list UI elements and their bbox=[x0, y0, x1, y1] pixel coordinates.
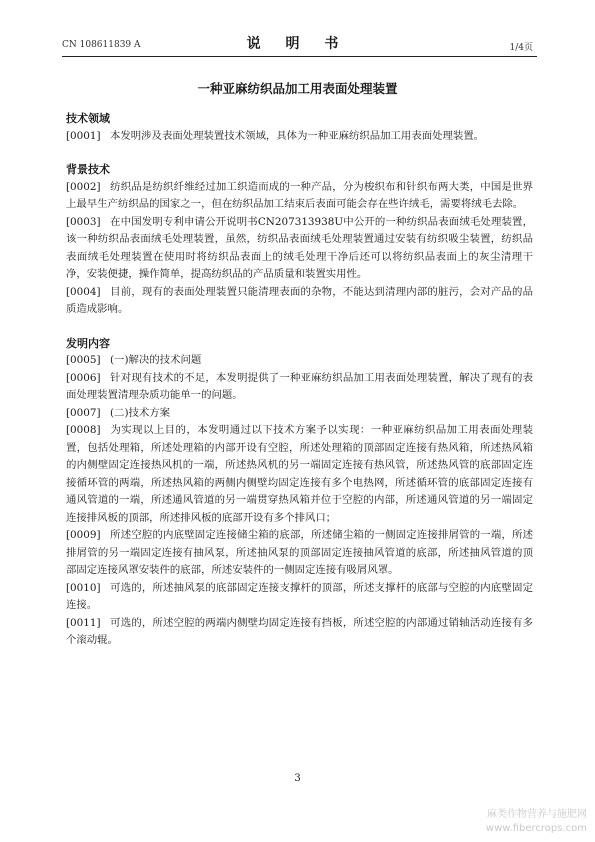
document-type-heading: 说 明 书 bbox=[246, 36, 349, 52]
paragraph bbox=[66, 284, 533, 319]
paragraph-text: 所述空腔的内底壁固定连接储尘箱的底部，所述储尘箱的一侧固定连接排屑管的一端，所述排屑管的另一端固定连接有抽风泵，所述抽风泵的顶部固定连接抽风管道的底部，所述抽风管道的顶部固定连接风罩安装件的底部，所述安装件的一侧固定连接有吸屑风罩。 bbox=[66, 529, 533, 576]
paragraph-text: 目前，现有的表面处理装置只能清理表面的杂物，不能达到清理内部的脏污，会对产品的品质造成影响。 bbox=[66, 285, 533, 315]
site-watermark bbox=[486, 808, 587, 836]
watermark-line-2: www.fibercrops.com bbox=[485, 823, 587, 834]
document-title: 一种亚麻纺织品加工用表面处理装置 bbox=[197, 81, 398, 96]
page-number: 3 bbox=[294, 773, 301, 784]
paragraph-number: [0008] bbox=[66, 424, 101, 436]
paragraph bbox=[66, 580, 533, 615]
paragraph-number: [0010] bbox=[66, 581, 101, 594]
paragraph bbox=[66, 179, 533, 214]
document-body bbox=[66, 110, 533, 650]
paragraph bbox=[66, 128, 533, 146]
section-heading: 发明内容 bbox=[66, 336, 110, 350]
header-divider bbox=[62, 56, 537, 57]
paragraph-number: [0009] bbox=[66, 529, 101, 541]
paragraph-number: [0003] bbox=[66, 215, 101, 228]
paragraph-text: 可选的，所述抽风泵的底部固定连接支撑杆的顶部，所述支撑杆的底部与空腔的内底壁固定连接。 bbox=[66, 581, 533, 611]
paragraph-number: [0002] bbox=[66, 180, 101, 193]
section-heading: 技术领域 bbox=[66, 112, 110, 125]
paragraph-text: (一)解决的技术问题 bbox=[110, 354, 202, 366]
document-number: CN 108611839 A bbox=[62, 40, 141, 50]
paragraph bbox=[66, 405, 533, 423]
paragraph-number: [0006] bbox=[66, 371, 101, 384]
paragraph bbox=[66, 352, 533, 370]
paragraph bbox=[66, 527, 533, 580]
paragraph bbox=[66, 370, 533, 405]
paragraph-text: 在中国发明专利申请公开说明书CN207313938U中公开的一种纺织品表面绒毛处理装置，该一种纺织品表面绒毛处理装置，虽然，纺织品表面绒毛处理装置通过安装有纺织吸尘装置，纺织品表面绒毛处理装置在使用时将纺织品表面上的绒毛处理干净后还可以将纺织品表面上的灰尘清理干净，安装便捷，操作简单，提高纺织品的产品质量和装置实用性。 bbox=[66, 215, 533, 280]
watermark-line-1: 麻类作物营养与施肥网 bbox=[487, 809, 587, 820]
paragraph-number: [0004] bbox=[66, 285, 101, 298]
paragraph bbox=[66, 214, 533, 284]
paragraph bbox=[66, 422, 533, 527]
paragraph-number: [0007] bbox=[66, 406, 101, 419]
paragraph-number: [0001] bbox=[66, 129, 101, 142]
paragraph-text: (二)技术方案 bbox=[110, 406, 171, 419]
page-of-count: 1/4页 bbox=[509, 43, 533, 53]
paragraph bbox=[66, 615, 533, 650]
paragraph-number: [0011] bbox=[66, 616, 101, 629]
paragraph-text: 针对现有技术的不足，本发明提供了一种亚麻纺织品加工用表面处理装置，解决了现有的表面处理装置清理杂质功能单一的问题。 bbox=[66, 371, 533, 401]
section-heading: 背景技术 bbox=[66, 163, 110, 176]
paragraph-text: 可选的，所述空腔的两端内侧壁均固定连接有挡板，所述空腔的内部通过销轴活动连接有多个滚动辊。 bbox=[66, 616, 533, 646]
paragraph-number: [0005] bbox=[66, 354, 101, 366]
paragraph-text: 纺织品是纺织纤维经过加工织造而成的一种产品，分为梭织布和针织布两大类，中国是世界上最早生产纺织品的国家之一，但在纺织品加工结束后表面可能会存在些许绒毛，需要将绒毛去除。 bbox=[66, 180, 533, 210]
paragraph-text: 为实现以上目的，本发明通过以下技术方案予以实现：一种亚麻纺织品加工用表面处理装置，包括处理箱，所述处理箱的内部开设有空腔，所述处理箱的顶部固定连接有热风箱，所述热风箱的内侧壁固定连接热风机的一端，所述热风机的另一端固定连接有热风管，所述热风管的底部固定连接循环管的两端，所述热风箱的两侧内侧壁均固定连接有多个电热网，所述循环管的底部固定连接有通风管道的一端，所述通风管道的另一端贯穿热风箱并位于空腔的内部，所述通风管道的另一端固定连接排风板的顶部，所述排风板的底部开设有多个排风口； bbox=[66, 424, 533, 524]
paragraph-text: 本发明涉及表面处理装置技术领域，具体为一种亚麻纺织品加工用表面处理装置。 bbox=[110, 129, 485, 142]
